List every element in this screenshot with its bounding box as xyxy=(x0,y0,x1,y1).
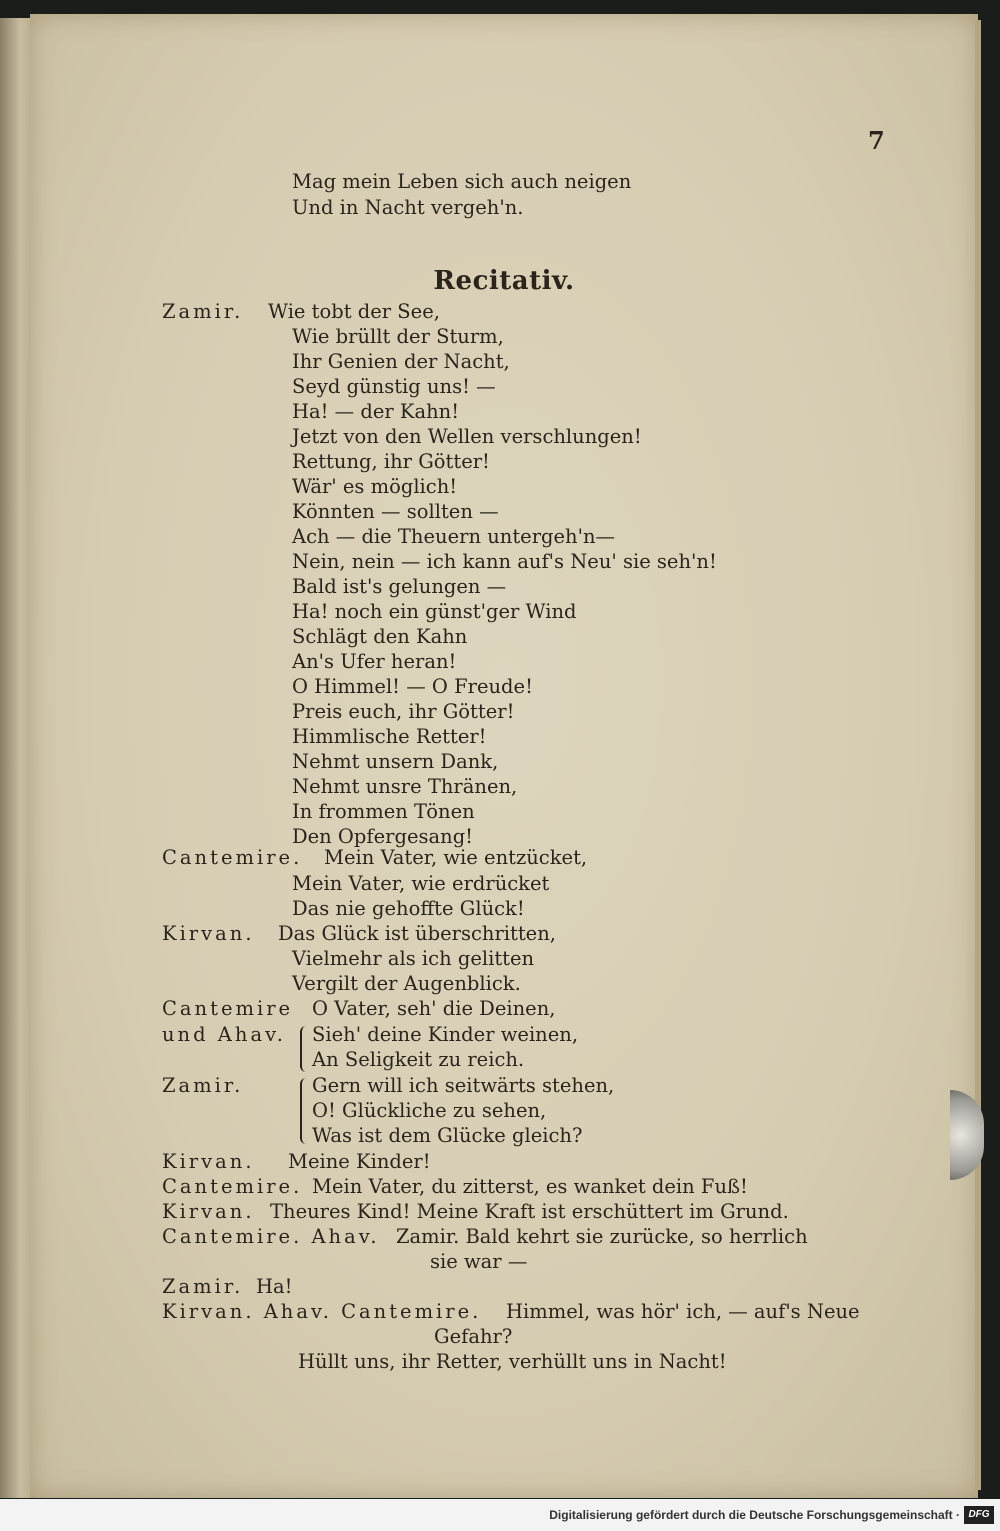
verse-line: Himmel, was hör' ich, — auf's Neue xyxy=(506,1300,860,1323)
verse-line: Den Opfergesang! xyxy=(292,825,474,848)
grouping-brace xyxy=(300,1026,310,1072)
verse-line: O Himmel! — O Freude! xyxy=(292,675,533,698)
verse-line: Ha! noch ein günst'ger Wind xyxy=(292,600,577,623)
verse-line: Preis euch, ihr Götter! xyxy=(292,700,515,723)
verse-line: Bald ist's gelungen — xyxy=(292,575,507,598)
verse-line: Meine Kinder! xyxy=(288,1150,431,1173)
speaker-label: Kirvan. Ahav. Cantemire. xyxy=(162,1300,482,1323)
verse-line: Hüllt uns, ihr Retter, verhüllt uns in Nacht! xyxy=(298,1350,727,1373)
speaker-label: Cantemire. Ahav. xyxy=(162,1225,380,1248)
verse-line: Vielmehr als ich gelitten xyxy=(292,947,535,970)
verse-line: Mein Vater, wie erdrücket xyxy=(292,872,550,895)
verse-line: Ach — die Theuern untergeh'n— xyxy=(292,525,616,548)
verse-line: Könnten — sollten — xyxy=(292,500,499,523)
speaker-label: und Ahav. xyxy=(162,1023,286,1046)
footer-bar xyxy=(0,1499,1000,1531)
page-edge xyxy=(975,20,981,1490)
verse-line: Gefahr? xyxy=(434,1325,513,1348)
verse-line: Mein Vater, wie entzücket, xyxy=(324,846,588,869)
verse-line: Nehmt unsern Dank, xyxy=(292,750,499,773)
verse-line: Schlägt den Kahn xyxy=(292,625,468,648)
verse-line: Seyd günstig uns! — xyxy=(292,375,496,398)
section-title: Recitativ. xyxy=(433,266,575,296)
speaker-label: Zamir. xyxy=(162,1275,244,1298)
verse-line: Theures Kind! Meine Kraft ist erschüttert im Grund. xyxy=(270,1200,789,1223)
speaker-label: Kirvan. xyxy=(162,922,255,945)
speaker-label: Zamir. xyxy=(162,1074,244,1097)
verse-line: Mein Vater, du zitterst, es wanket dein Fuß! xyxy=(312,1175,748,1198)
verse-line: Himmlische Retter! xyxy=(292,725,487,748)
verse-line: Vergilt der Augenblick. xyxy=(292,972,521,995)
verse-line: An Seligkeit zu reich. xyxy=(312,1048,525,1071)
verse-line: O! Glückliche zu sehen, xyxy=(312,1099,547,1122)
verse-line: Was ist dem Glücke gleich? xyxy=(312,1124,583,1147)
verse-line: Nehmt unsre Thränen, xyxy=(292,775,518,798)
page-number: 7 xyxy=(868,126,885,155)
verse-line: An's Ufer heran! xyxy=(292,650,457,673)
speaker-label: Kirvan. xyxy=(162,1200,255,1223)
verse-line: Ihr Genien der Nacht, xyxy=(292,350,510,373)
book-page xyxy=(30,14,978,1498)
speaker-label: Kirvan. xyxy=(162,1150,255,1173)
verse-line: Wie brüllt der Sturm, xyxy=(292,325,504,348)
verse-line: Das Glück ist überschritten, xyxy=(278,922,556,945)
verse-line: Und in Nacht vergeh'n. xyxy=(292,196,524,219)
speaker-label: Cantemire. xyxy=(162,846,303,869)
verse-line: In frommen Tönen xyxy=(292,800,475,823)
verse-line: Ha! — der Kahn! xyxy=(292,400,460,423)
verse-line: Das nie gehoffte Glück! xyxy=(292,897,525,920)
verse-line: Zamir. Bald kehrt sie zurücke, so herrlich xyxy=(396,1225,808,1248)
verse-line: Ha! xyxy=(256,1275,293,1298)
verse-line: Gern will ich seitwärts stehen, xyxy=(312,1074,615,1097)
verse-line: Sieh' deine Kinder weinen, xyxy=(312,1023,579,1046)
grouping-brace xyxy=(300,1078,310,1144)
footer-credit: Digitalisierung gefördert durch die Deutsche Forschungsgemeinschaft · xyxy=(549,1508,960,1522)
verse-line: Wie tobt der See, xyxy=(268,300,440,323)
verse-line: Wär' es möglich! xyxy=(292,475,458,498)
dfg-logo: DFG xyxy=(964,1506,994,1524)
speaker-label: Cantemire. xyxy=(162,1175,303,1198)
speaker-label: Zamir. xyxy=(162,300,244,323)
verse-line: O Vater, seh' die Deinen, xyxy=(312,997,556,1020)
verse-line: sie war — xyxy=(430,1250,528,1273)
speaker-label: Cantemire xyxy=(162,997,294,1020)
verse-line: Mag mein Leben sich auch neigen xyxy=(292,170,632,193)
verse-line: Rettung, ihr Götter! xyxy=(292,450,490,473)
verse-line: Jetzt von den Wellen verschlungen! xyxy=(292,425,642,448)
verse-line: Nein, nein — ich kann auf's Neu' sie seh'n! xyxy=(292,550,717,573)
